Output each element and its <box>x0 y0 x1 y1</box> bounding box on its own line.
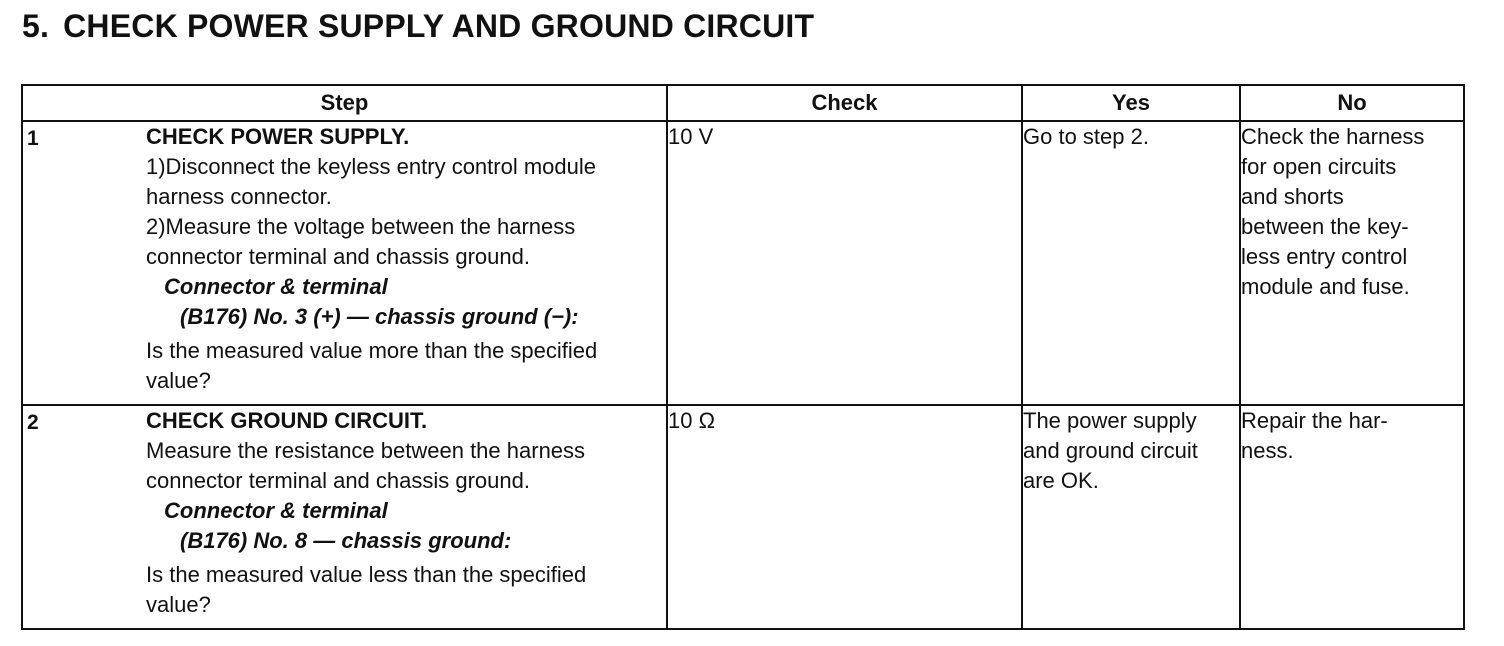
yes-cell <box>1022 405 1240 629</box>
yes-text: Go to step 2. <box>1023 124 1149 149</box>
spec-value: (B176) No. 8 — chassis ground: <box>180 528 512 553</box>
step-cell <box>22 405 667 629</box>
instruction-line: harness connector. <box>146 184 332 209</box>
step-number: 2 <box>27 411 39 434</box>
section-number: 5. <box>22 8 50 44</box>
table-header-row <box>22 85 1464 121</box>
check-value: 10 V <box>668 124 714 149</box>
table-row <box>22 405 1464 629</box>
table-row <box>22 121 1464 405</box>
check-cell <box>667 405 1022 629</box>
question-line: Is the measured value less than the specified <box>146 562 587 587</box>
no-text: less entry control <box>1241 244 1408 269</box>
instruction-line: 1)Disconnect the keyless entry control module <box>146 154 596 179</box>
step-title: CHECK GROUND CIRCUIT. <box>146 408 428 433</box>
column-header-yes: Yes <box>1022 85 1240 121</box>
column-header-step: Step <box>22 85 667 121</box>
no-cell <box>1240 405 1464 629</box>
page-heading <box>22 8 814 45</box>
no-text: module and fuse. <box>1241 274 1410 299</box>
no-text: for open circuits <box>1241 154 1397 179</box>
yes-text: and ground circuit <box>1023 438 1198 463</box>
yes-text: The power supply <box>1023 408 1197 433</box>
check-value: 10 Ω <box>668 408 716 433</box>
no-text: ness. <box>1241 438 1294 463</box>
no-cell <box>1240 121 1464 405</box>
no-text: between the key- <box>1241 214 1409 239</box>
yes-text: are OK. <box>1023 468 1099 493</box>
step-number: 1 <box>27 127 39 150</box>
no-text: Repair the har- <box>1241 408 1388 433</box>
spec-label: Connector & terminal <box>164 274 388 299</box>
column-header-check: Check <box>667 85 1022 121</box>
yes-cell <box>1022 121 1240 405</box>
no-text: Check the harness <box>1241 124 1425 149</box>
step-title: CHECK POWER SUPPLY. <box>146 124 410 149</box>
question-line: Is the measured value more than the specified <box>146 338 598 363</box>
column-header-no: No <box>1240 85 1464 121</box>
spec-label: Connector & terminal <box>164 498 388 523</box>
instruction-line: Measure the resistance between the harness <box>146 438 586 463</box>
no-text: and shorts <box>1241 184 1344 209</box>
step-cell <box>22 121 667 405</box>
question-line: value? <box>146 592 211 617</box>
check-table <box>21 84 1465 630</box>
instruction-line: connector terminal and chassis ground. <box>146 244 530 269</box>
instruction-line: connector terminal and chassis ground. <box>146 468 530 493</box>
question-line: value? <box>146 368 211 393</box>
check-cell <box>667 121 1022 405</box>
instruction-line: 2)Measure the voltage between the harness <box>146 214 576 239</box>
spec-value: (B176) No. 3 (+) — chassis ground (−): <box>180 304 579 329</box>
section-title: CHECK POWER SUPPLY AND GROUND CIRCUIT <box>63 8 815 44</box>
